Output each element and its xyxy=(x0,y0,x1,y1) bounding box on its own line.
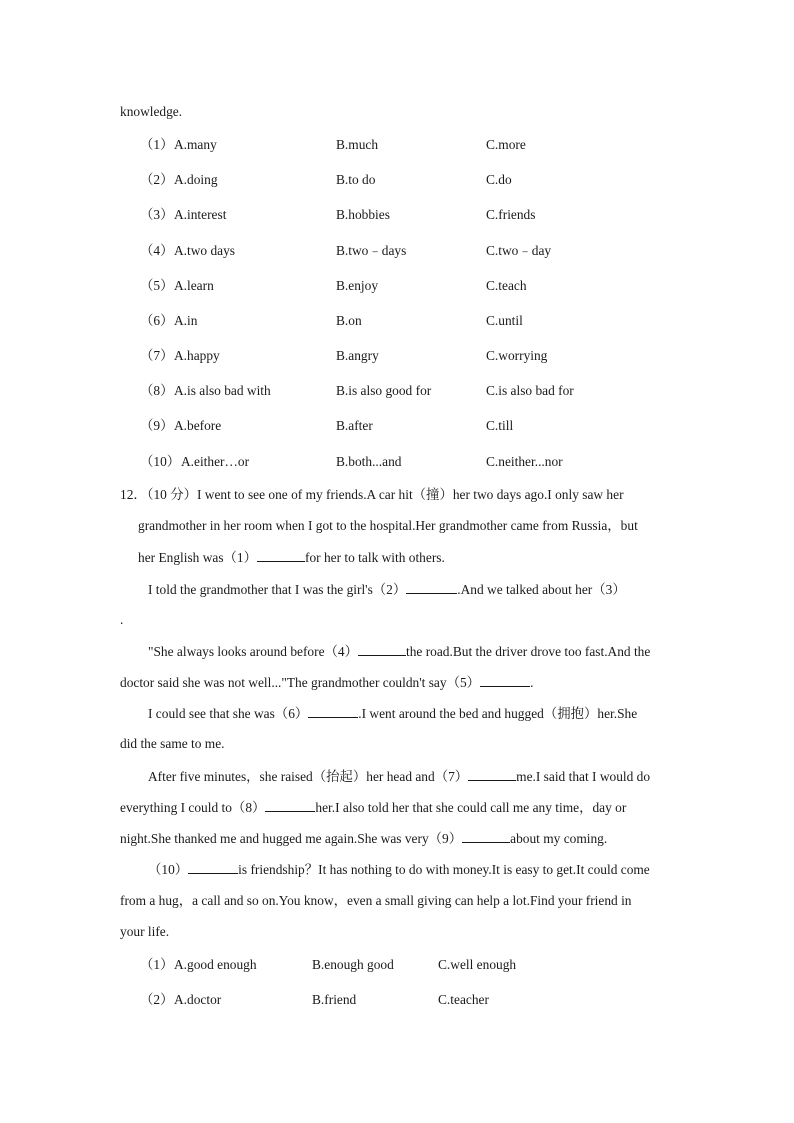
passage-line xyxy=(138,549,445,566)
answer-blank[interactable] xyxy=(480,674,530,687)
option-number: （2） xyxy=(140,992,174,1007)
option-number: （8） xyxy=(140,383,174,398)
option-c: C.worrying xyxy=(486,348,548,363)
option-a: A.two days xyxy=(174,243,235,258)
option-number: （4） xyxy=(140,243,174,258)
answer-blank[interactable] xyxy=(257,549,305,562)
option-number: （5） xyxy=(140,278,174,293)
passage-text: me.I said that I would do xyxy=(516,769,651,784)
answer-blank[interactable] xyxy=(308,705,358,718)
passage-line xyxy=(120,799,626,816)
passage-text: her English was（1） xyxy=(138,550,258,565)
option-a: A.in xyxy=(174,313,198,328)
passage-text: .And we talked about her（3） xyxy=(457,582,626,597)
passage-text: "She always looks around before（4） xyxy=(148,644,358,659)
answer-blank[interactable] xyxy=(406,581,457,594)
passage-text: is friendship？It has nothing to do with money.It is easy to get.It could come xyxy=(238,862,650,877)
option-number: （6） xyxy=(140,313,174,328)
answer-blank[interactable] xyxy=(462,830,510,843)
passage-line: did the same to me. xyxy=(120,736,225,751)
option-a: A.before xyxy=(174,418,222,433)
option-number: （9） xyxy=(140,418,174,433)
option-number: （1） xyxy=(140,957,174,972)
passage-line: . xyxy=(120,612,124,627)
option-c: C.well enough xyxy=(438,957,517,972)
option-a: A.many xyxy=(174,137,217,152)
option-c: C.is also bad for xyxy=(486,383,574,398)
option-b: B.hobbies xyxy=(336,207,390,222)
option-number: （7） xyxy=(140,348,174,363)
option-c: C.teach xyxy=(486,278,527,293)
option-b: B.enjoy xyxy=(336,278,379,293)
option-c: C.until xyxy=(486,313,523,328)
option-a: A.good enough xyxy=(174,957,257,972)
option-c: C.friends xyxy=(486,207,536,222)
lead-text: knowledge. xyxy=(120,104,183,119)
passage-text: I could see that she was（6） xyxy=(148,706,309,721)
answer-blank[interactable] xyxy=(188,861,238,874)
answer-blank[interactable] xyxy=(468,768,516,781)
passage-line xyxy=(120,674,533,691)
option-c: C.till xyxy=(486,418,514,433)
option-c: C.two﹣day xyxy=(486,243,552,258)
option-c: C.more xyxy=(486,137,526,152)
option-b: B.after xyxy=(336,418,373,433)
option-number: （2） xyxy=(140,172,174,187)
passage-line xyxy=(148,861,650,878)
option-a: A.doctor xyxy=(174,992,222,1007)
option-b: B.is also good for xyxy=(336,383,432,398)
passage-line: your life. xyxy=(120,924,170,939)
passage-line xyxy=(120,830,607,847)
passage-line xyxy=(148,581,626,598)
option-c: C.do xyxy=(486,172,512,187)
passage-text: night.She thanked me and hugged me again.She was very（9） xyxy=(120,831,463,846)
passage-text: for her to talk with others. xyxy=(305,550,445,565)
passage-text: doctor said she was not well..."The grandmother couldn't say（5） xyxy=(120,675,481,690)
passage-text: everything I could to（8） xyxy=(120,800,266,815)
option-a: A.is also bad with xyxy=(174,383,271,398)
passage-line xyxy=(148,643,650,660)
passage-text: （10） xyxy=(148,862,189,877)
option-a: A.doing xyxy=(174,172,218,187)
option-c: C.teacher xyxy=(438,992,489,1007)
option-b: B.to do xyxy=(336,172,376,187)
option-a: A.either…or xyxy=(181,454,250,469)
option-a: A.happy xyxy=(174,348,220,363)
answer-blank[interactable] xyxy=(358,643,406,656)
passage-line xyxy=(148,768,650,785)
option-b: B.on xyxy=(336,313,362,328)
option-b: B.friend xyxy=(312,992,357,1007)
passage-text: the road.But the driver drove too fast.And the xyxy=(406,644,651,659)
option-c: C.neither...nor xyxy=(486,454,563,469)
option-a: A.learn xyxy=(174,278,214,293)
option-b: B.much xyxy=(336,137,379,152)
passage-text: . xyxy=(530,675,534,690)
answer-blank[interactable] xyxy=(265,799,315,812)
passage-text: her.I also told her that she could call me any time，day or xyxy=(315,800,627,815)
passage-text: about my coming. xyxy=(510,831,608,846)
option-a: A.interest xyxy=(174,207,227,222)
option-number: （3） xyxy=(140,207,174,222)
option-b: B.both...and xyxy=(336,454,402,469)
passage-line xyxy=(148,705,637,722)
question-header: 12．（10 分）I went to see one of my friends.A car hit（撞）her two days ago.I only saw her xyxy=(120,487,624,502)
passage-line: from a hug，a call and so on.You know，even a small giving can help a lot.Find your friend in xyxy=(120,893,632,908)
option-b: B.enough good xyxy=(312,957,394,972)
passage-text: I told the grandmother that I was the girl's（2） xyxy=(148,582,407,597)
option-number: （1） xyxy=(140,137,174,152)
passage-line: grandmother in her room when I got to the hospital.Her grandmother came from Russia，but xyxy=(138,518,638,533)
passage-text: After five minutes，she raised（抬起）her head and（7） xyxy=(148,769,469,784)
passage-text: .I went around the bed and hugged（拥抱）her.She xyxy=(358,706,638,721)
option-b: B.two﹣days xyxy=(336,243,407,258)
option-b: B.angry xyxy=(336,348,379,363)
option-number: （10） xyxy=(140,454,181,469)
